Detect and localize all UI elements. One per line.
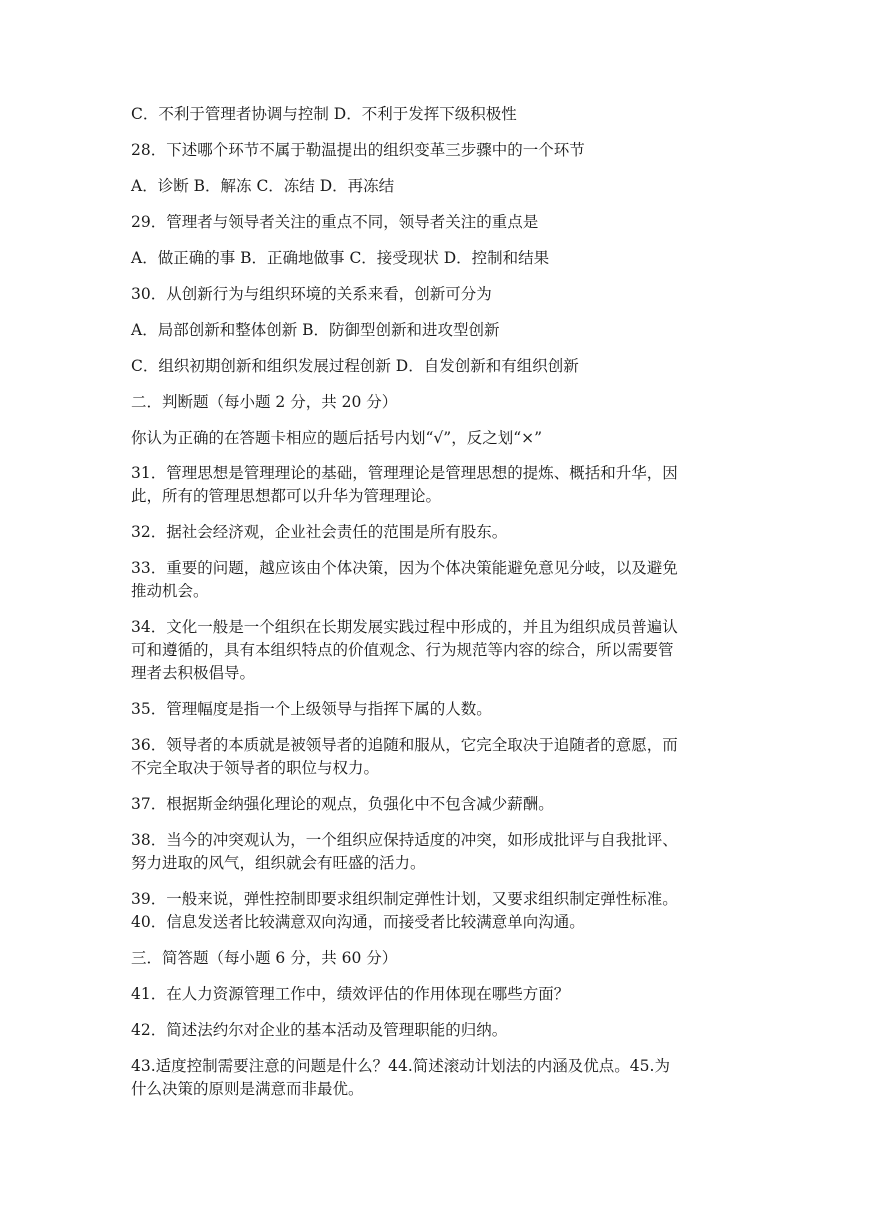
question-31-line-1: 31．管理思想是管理理论的基础，管理理论是管理思想的提炼、概括和升华，因 — [131, 464, 678, 482]
option-line-cd-q27: C．不利于管理者协调与控制 D．不利于发挥下级积极性 — [131, 105, 517, 123]
question-38 — [131, 829, 751, 875]
question-39: 39．一般来说，弹性控制即要求组织制定弹性计划，又要求组织制定弹性标准。 — [131, 890, 678, 908]
question-41: 41．在人力资源管理工作中，绩效评估的作用体现在哪些方面？ — [131, 985, 570, 1003]
section-2-title: 二．判断题（每小题 2 分，共 20 分） — [131, 393, 398, 411]
question-43-45 — [131, 1055, 751, 1101]
question-33-line-1: 33．重要的问题，越应该由个体决策，因为个体决策能避免意见分岐，以及避免 — [131, 559, 678, 577]
question-36-line-1: 36．领导者的本质就是被领导者的追随和服从，它完全取决于追随者的意愿，而 — [131, 736, 678, 754]
question-36 — [131, 734, 751, 780]
question-30-options-cd: C．组织初期创新和组织发展过程创新 D．自发创新和有组织创新 — [131, 357, 579, 375]
question-33 — [131, 557, 751, 603]
question-43-line-1: 43.适度控制需要注意的问题是什么？44.简述滚动计划法的内涵及优点。45.为 — [131, 1057, 670, 1075]
question-31-line-2: 此，所有的管理思想都可以升华为管理理论。 — [131, 487, 442, 505]
document-body — [131, 103, 751, 1101]
question-38-line-1: 38．当今的冲突观认为，一个组织应保持适度的冲突，如形成批评与自我批评、 — [131, 831, 678, 849]
section-3-title: 三．简答题（每小题 6 分，共 60 分） — [131, 949, 398, 967]
question-42: 42．简述法约尔对企业的基本活动及管理职能的归纳。 — [131, 1021, 508, 1039]
question-34 — [131, 616, 751, 685]
question-28: 28．下述哪个环节不属于勒温提出的组织变革三步骤中的一个环节 — [131, 141, 585, 159]
question-28-options: A．诊断 B．解冻 C．冻结 D．再冻结 — [131, 177, 395, 195]
question-35: 35．管理幅度是指一个上级领导与指挥下属的人数。 — [131, 700, 492, 718]
question-34-line-2: 可和遵循的，具有本组织特点的价值观念、行为规范等内容的综合，所以需要管 — [131, 641, 674, 659]
question-30-options-ab: A．局部创新和整体创新 B．防御型创新和进攻型创新 — [131, 321, 500, 339]
question-31 — [131, 462, 751, 508]
section-2-instructions: 你认为正确的在答题卡相应的题后括号内划“√”，反之划“×” — [131, 429, 543, 447]
question-38-line-2: 努力进取的风气，组织就会有旺盛的活力。 — [131, 854, 426, 872]
question-37: 37．根据斯金纳强化理论的观点，负强化中不包含减少薪酬。 — [131, 795, 554, 813]
question-40: 40．信息发送者比较满意双向沟通，而接受者比较满意单向沟通。 — [131, 913, 585, 931]
question-36-line-2: 不完全取决于领导者的职位与权力。 — [131, 759, 380, 777]
question-34-line-3: 理者去积极倡导。 — [131, 664, 256, 682]
question-29-options: A．做正确的事 B．正确地做事 C．接受现状 D．控制和结果 — [131, 249, 550, 267]
question-29: 29．管理者与领导者关注的重点不同，领导者关注的重点是 — [131, 213, 539, 231]
question-34-line-1: 34．文化一般是一个组织在长期发展实践过程中形成的，并且为组织成员普遍认 — [131, 618, 678, 636]
question-30: 30．从创新行为与组织环境的关系来看，创新可分为 — [131, 285, 492, 303]
question-33-line-2: 推动机会。 — [131, 582, 209, 600]
question-32: 32．据社会经济观，企业社会责任的范围是所有股东。 — [131, 523, 508, 541]
question-43-line-2: 什么决策的原则是满意而非最优。 — [131, 1080, 364, 1098]
